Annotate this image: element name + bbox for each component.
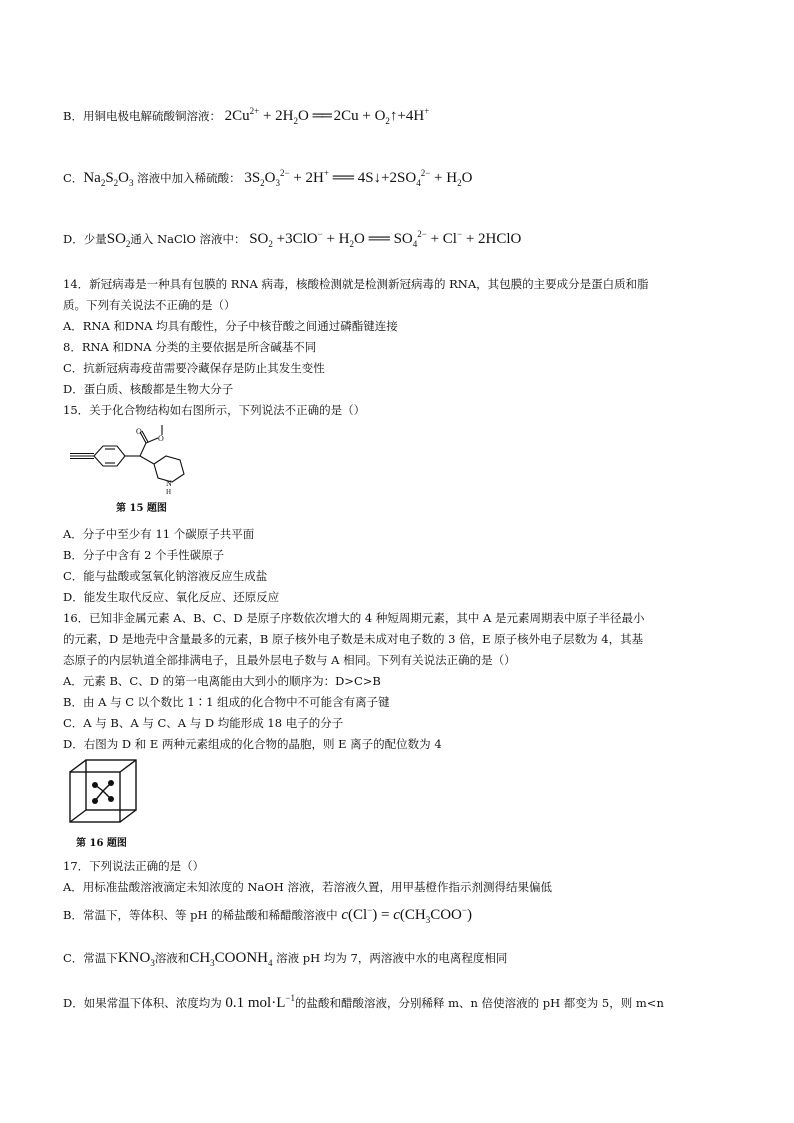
- q17-d-text: D．如果常温下体积、浓度均为: [63, 996, 222, 1010]
- q15-option-d: D．能发生取代反应、氧化反应、还原反应: [63, 590, 280, 604]
- crystal-cell-image: [64, 756, 144, 826]
- q17-c-formula2: $CH_3COONH_4$: [189, 950, 273, 968]
- q15-option-a: A．分子中至少有 11 个碳原子共平面: [63, 527, 255, 541]
- q13-c-label: C．: [63, 171, 84, 185]
- q17-option-a: A．用标准盐酸溶液滴定未知浓度的 NaOH 溶液，若溶液久置，用甲基橙作指示剂测得结果偏低: [63, 880, 552, 894]
- q13-option-d: [63, 231, 521, 247]
- q17-option-b: [63, 907, 472, 923]
- q16-caption: 第 16 题图: [76, 838, 127, 849]
- molecule-structure-image: [66, 422, 206, 502]
- q13-d-text: 通入 NaClO 溶液中：: [130, 232, 246, 246]
- q16-stem-line1: 16．已知非金属元素 A、B、C、D 是原子序数依次增大的 4 种短周期元素，其中 A 是元素周期表中原子半径最小: [63, 611, 645, 625]
- q17-stem: 17．下列说法正确的是（）: [63, 859, 205, 873]
- svg-text:N: N: [166, 479, 172, 488]
- q13-c-text: 溶液中加入稀硫酸：: [137, 171, 241, 185]
- q13-d-label: D．少量: [63, 232, 107, 246]
- q17-option-c: [63, 950, 507, 966]
- q13-b-text: B．用铜电极电解硫酸铜溶液：: [63, 109, 221, 123]
- q17-c-label: C．常温下: [63, 951, 118, 965]
- q17-option-d: [63, 995, 664, 1011]
- q17-b-text: B．常温下，等体积、等 pH 的稀盐酸和稀醋酸溶液中: [63, 908, 338, 922]
- q15-option-b: B．分子中含有 2 个手性碳原子: [63, 548, 225, 562]
- q13-d-equation: $SO_2 +3ClO^- + H_2O$ ══ $SO_4^{2-} + Cl^-$ + 2HClO: [249, 229, 522, 249]
- q15-caption: 第 15 题图: [116, 503, 167, 514]
- q14-stem-line2: 质。下列有关说法不正确的是（）: [63, 298, 236, 312]
- q13-d-formula: $SO_2$: [106, 231, 131, 249]
- q13-b-equation: $2Cu^{2+} + 2H_2O$ ══ $2Cu + O_2↑+4H^+$: [224, 106, 430, 126]
- q13-c-equation: $3S_2O_3^{2-} + 2H^+$ ══ $4S↓+2SO_4^{2-} + H_2O$: [244, 168, 473, 188]
- q16-stem-line2: 的元素，D 是地壳中含量最多的元素，B 原子核外电子数是未成对电子数的 3 倍，E 原子核外电子层数为 4，其基: [63, 632, 644, 646]
- q16-option-b: B．由 A 与 C 以个数比 1∶1 组成的化合物中不可能含有离子键: [63, 695, 390, 709]
- q17-c-text: 溶液和: [154, 951, 190, 965]
- q14-option-c: C．抗新冠病毒疫苗需要冷藏保存是防止其发生变性: [63, 361, 325, 375]
- q17-c-text2: 溶液 pH 均为 7，两溶液中水的电离程度相同: [276, 951, 508, 965]
- q13-c-formula: $Na_2S_2O_3$: [83, 170, 134, 188]
- q14-option-b: 8．RNA 和DNA 分类的主要依据是所含碱基不同: [63, 340, 317, 354]
- q17-b-formula: $c(Cl^-) = c(CH_3COO^-)$: [341, 905, 472, 925]
- svg-text:O: O: [136, 427, 142, 436]
- q16-option-a: A．元素 B、C、D 的第一电离能由大到小的顺序为：D>C>B: [63, 674, 381, 688]
- q16-stem-line3: 态原子的内层轨道全部排满电子，且最外层电子数与 A 相同。下列有关说法正确的是（）: [63, 653, 516, 667]
- q14-option-a: A．RNA 和DNA 均具有酸性，分子中核苷酸之间通过磷酯键连接: [63, 319, 398, 333]
- q16-option-c: C．A 与 B、A 与 C、A 与 D 均能形成 18 电子的分子: [63, 716, 344, 730]
- q13-option-c: [63, 170, 472, 186]
- q17-c-formula1: $KNO_3$: [117, 950, 155, 968]
- svg-text:O: O: [158, 434, 164, 443]
- q13-option-b: [63, 108, 429, 124]
- q17-d-text2: 的盐酸和醋酸溶液，分别稀释 m、n 倍使溶液的 pH 都变为 5，则 m<n: [294, 996, 664, 1010]
- q17-d-formula: 0.1 $mol\cdot L^{-1}$: [225, 993, 295, 1011]
- q14-stem-line1: 14．新冠病毒是一种具有包膜的 RNA 病毒，核酸检测就是检测新冠病毒的 RNA，其包膜的主要成分是蛋白质和脂: [63, 277, 649, 291]
- q15-stem: 15．关于化合物结构如右图所示，下列说法不正确的是（）: [63, 403, 366, 417]
- q16-option-d: D．右图为 D 和 E 两种元素组成的化合物的晶胞，则 E 离子的配位数为 4: [63, 737, 442, 751]
- q16-figure: [64, 756, 154, 852]
- q14-option-d: D．蛋白质、核酸都是生物大分子: [63, 382, 234, 396]
- q15-figure: [66, 422, 206, 518]
- svg-text:H: H: [166, 488, 172, 496]
- q15-option-c: C．能与盐酸或氢氧化钠溶液反应生成盐: [63, 569, 268, 583]
